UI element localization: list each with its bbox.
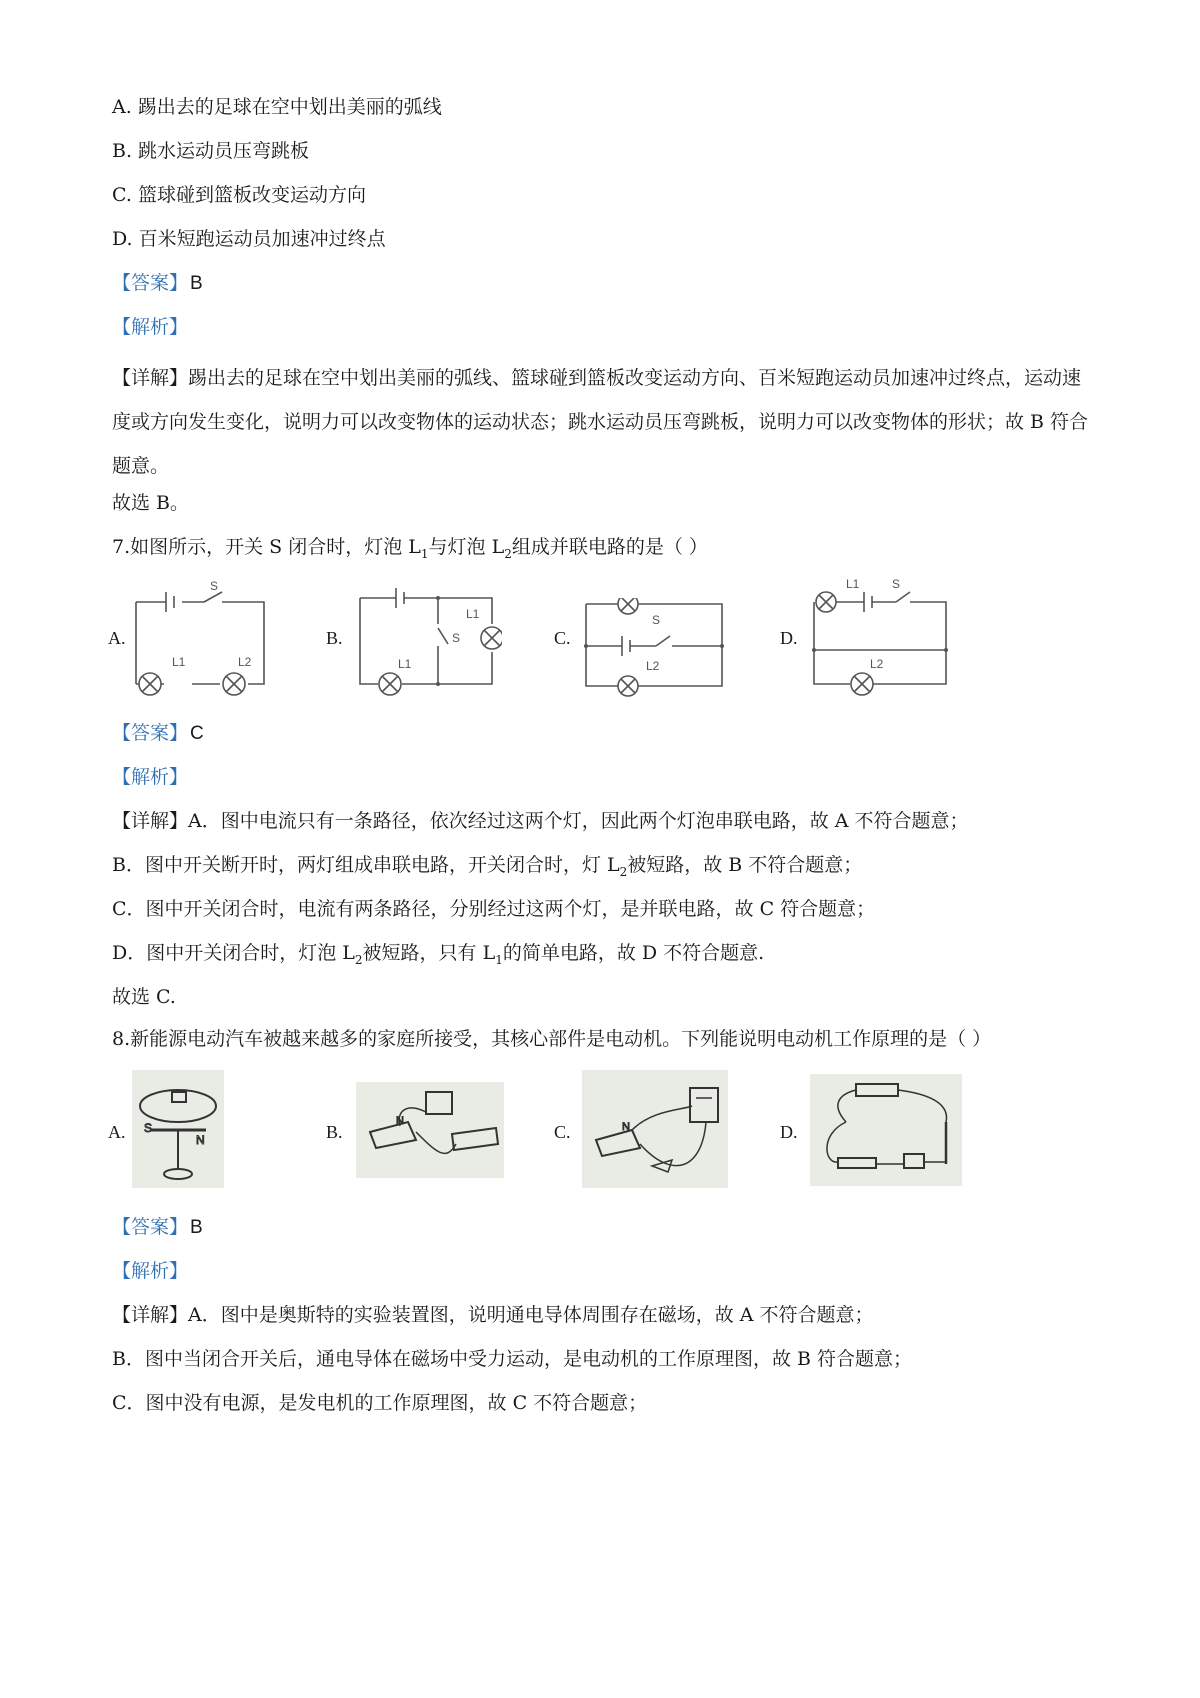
q8-stem: 8.新能源电动汽车被越来越多的家庭所接受，其核心部件是电动机。下列能说明电动机工作原理的是（ ） [112,1028,992,1050]
lamp-l1-label-b: L1 [466,607,480,621]
answer-tag: 【答案】 [112,1216,189,1238]
lamp-l2-label: L2 [646,659,660,673]
q6-analysis-tag [112,314,188,340]
induction-setup-illustration [810,1074,962,1186]
lamp-l2-label: L2 [238,655,252,669]
q7-stem-part2: 与灯泡 L [428,536,505,558]
pole-n-label: N [622,1121,630,1133]
circuit-diagram-c [582,598,728,698]
circuit-diagram-a [130,578,270,700]
q8-fig-label-c: C. [554,1122,571,1142]
q7-fig-label-b: B. [326,628,343,648]
q7-detail-c: C．图中开关闭合时，电流有两条路径，分别经过这两个灯，是并联电路，故 C 符合题意； [112,898,876,920]
experiment-photo-b [356,1082,504,1178]
lamp-l1-label: L1 [398,657,412,671]
lamp-l1-label: L1 [172,655,186,669]
q8-fig-label-a: A. [108,1122,126,1142]
generator-setup-illustration [582,1070,728,1188]
q7-stem-part1: 7.如图所示，开关 S 闭合时，灯泡 L [112,536,421,558]
subscript-2: 2 [354,952,363,967]
circuit-diagram-d [810,578,950,700]
oersted-apparatus-illustration [132,1070,224,1188]
text-part: 被短路，只有 L [362,942,496,964]
q7-fig-label-d: D. [780,628,798,648]
subscript-2: 2 [504,546,512,561]
q7-stem [112,534,708,567]
answer-value: B [190,273,203,294]
q6-conclusion: 故选 B。 [112,492,190,514]
q7-stem-part3: 组成并联电路的是（ ） [511,536,708,558]
q7-detail-d [112,940,764,973]
q8-detail-b: B．图中当闭合开关后，通电导体在磁场中受力运动，是电动机的工作原理图，故 B 符合题意； [112,1348,913,1370]
pole-s-label: S [144,1121,153,1135]
text-part: D．图中开关闭合时，灯泡 L [112,942,355,964]
analysis-tag: 【解析】 [112,1260,189,1282]
q7-fig-label-a: A. [108,628,126,648]
switch-label: S [452,631,461,645]
q7-fig-label-c: C. [554,628,571,648]
switch-label: S [210,579,219,593]
q6-detail: 【详解】踢出去的足球在空中划出美丽的弧线、篮球碰到篮板改变运动方向、百米短跑运动员加速冲过终点，运动速度或方向发生变化，说明力可以改变物体的运动状态；跳水运动员压弯跳板，说明力可以改变物体的形状；故 B 符合题意。 [112,367,1089,477]
analysis-tag: 【解析】 [112,766,189,788]
text-part: B．图中开关断开时，两灯组成串联电路，开关闭合时，灯 L [112,854,620,876]
pole-n-label: N [396,1115,404,1127]
q8-analysis-tag [112,1258,188,1284]
q7-conclusion: 故选 C. [112,986,176,1008]
q8-answer [112,1214,203,1241]
q6-answer [112,270,203,297]
subscript-1: 1 [495,952,503,967]
q7-answer [112,720,204,747]
experiment-photo-c [582,1070,728,1188]
pole-n-label: N [196,1133,205,1147]
experiment-photo-d [810,1074,962,1186]
answer-value: C [190,723,204,744]
q8-detail-a: 【详解】A．图中是奥斯特的实验装置图，说明通电导体周围存在磁场，故 A 不符合题意； [112,1304,874,1326]
subscript-1: 1 [420,546,429,561]
switch-label: S [652,613,661,627]
circuit-diagram-b [356,584,502,702]
q8-detail-c: C．图中没有电源，是发电机的工作原理图，故 C 不符合题意； [112,1392,648,1414]
answer-value: B [190,1217,203,1238]
text-part: 被短路，故 B 不符合题意； [627,854,863,876]
q7-analysis-tag [112,764,188,790]
q6-option-a: A. 踢出去的足球在空中划出美丽的弧线 [112,96,442,118]
q8-fig-label-d: D. [780,1122,798,1142]
q7-detail-a: 【详解】A．图中电流只有一条路径，依次经过这两个灯，因此两个灯泡串联电路，故 A 不符合题意； [112,810,969,832]
switch-label: S [892,578,901,591]
q6-option-c: C. 篮球碰到篮板改变运动方向 [112,184,366,206]
subscript-2: 2 [619,864,628,879]
text-part: 的简单电路，故 D 不符合题意. [502,942,765,964]
q8-fig-label-b: B. [326,1122,343,1142]
analysis-tag: 【解析】 [112,316,189,338]
answer-tag: 【答案】 [112,272,189,294]
motor-setup-illustration [356,1082,504,1178]
q7-detail-b [112,852,862,885]
lamp-l1-label: L1 [846,578,860,591]
experiment-photo-a [132,1070,224,1188]
q6-option-d: D. 百米短跑运动员加速冲过终点 [112,228,386,250]
q6-option-b: B. 跳水运动员压弯跳板 [112,140,310,162]
lamp-l2-label: L2 [870,657,884,671]
answer-tag: 【答案】 [112,722,189,744]
